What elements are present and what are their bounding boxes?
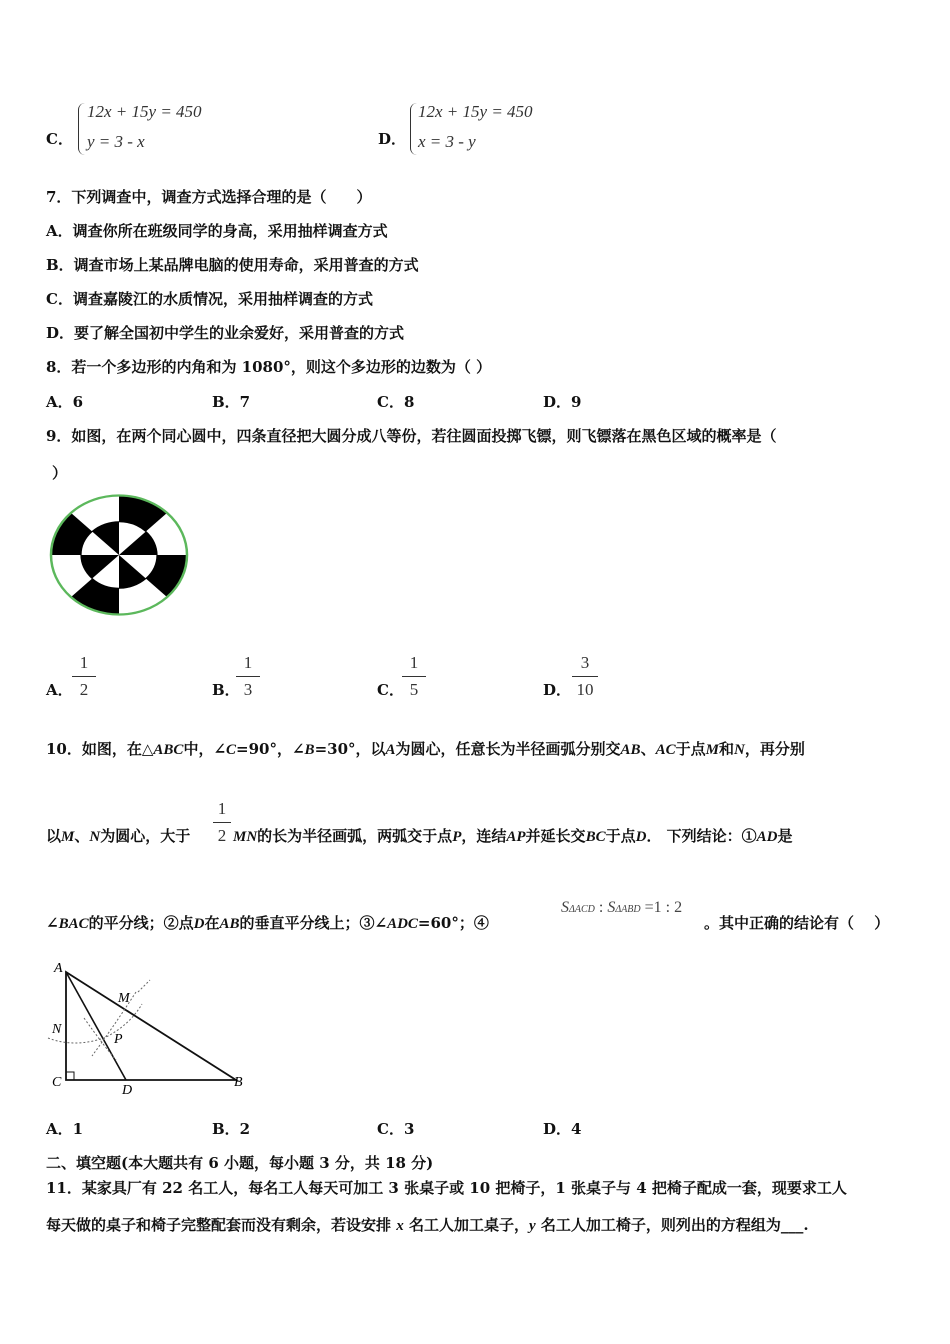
q10-line-1: 10．如图，在△ABC中，∠C=90°，∠B=30°，以A为圆心，任意长为半径画弧分别交AB、AC于点M和N，再分别 bbox=[46, 740, 805, 758]
section-2-heading: 二、填空题(本大题共有 6 小题，每小题 3 分，共 18 分) bbox=[46, 1154, 434, 1172]
q10-line-2-part2: MN的长为半径画弧，两弧交于点P，连结AP并延长交BC于点D． 下列结论：①AD是 bbox=[233, 827, 793, 845]
q10-option-d: D．4 bbox=[543, 1120, 582, 1138]
fig-label-A: A bbox=[54, 961, 63, 976]
fig-label-B: B bbox=[234, 1075, 243, 1090]
q11-answer-blank[interactable]: ___ bbox=[780, 1216, 804, 1234]
q10-line-3-part1: ∠BAC的平分线；②点D在AB的垂直平分线上；③∠ADC=60°；④ bbox=[46, 914, 489, 932]
fig-label-N: N bbox=[52, 1022, 62, 1037]
q7-option-c: C．调查嘉陵江的水质情况，采用抽样调查的方式 bbox=[46, 290, 373, 308]
q9-option-a-label: A． bbox=[46, 681, 73, 699]
q10-option-c: C．3 bbox=[377, 1120, 415, 1138]
q10-line-3-part2: 。其中正确的结论有（ ） bbox=[704, 914, 890, 932]
q8-stem: 8．若一个多边形的内角和为 1080°，则这个多边形的边数为（ ） bbox=[46, 358, 492, 376]
q8-option-b: B．7 bbox=[212, 393, 251, 411]
q11-line-1: 11．某家具厂有 22 名工人，每名工人每天可加工 3 张桌子或 10 把椅子，1 张桌子与 4 把椅子配成一套，现要求工人 bbox=[46, 1179, 847, 1197]
q9-option-a-fraction: 1 2 bbox=[72, 652, 96, 701]
q9-option-d-fraction: 3 10 bbox=[572, 652, 598, 701]
q6-option-d-label: D． bbox=[378, 130, 407, 148]
q7-option-a: A．调查你所在班级同学的身高，采用抽样调查方式 bbox=[46, 222, 388, 240]
q9-stem-end: ） bbox=[52, 464, 68, 482]
q9-option-b-label: B． bbox=[212, 681, 240, 699]
q7-stem: 7．下列调查中，调查方式选择合理的是（ ） bbox=[46, 188, 372, 206]
q9-option-c-fraction: 1 5 bbox=[402, 652, 426, 701]
q6-option-d-eq2: x = 3 - y bbox=[418, 132, 476, 151]
q7-option-b: B．调查市场上某品牌电脑的使用寿命，采用普查的方式 bbox=[46, 256, 419, 274]
q7-option-d: D．要了解全国初中学生的业余爱好，采用普查的方式 bbox=[46, 324, 405, 342]
q6-option-c-eq1: 12x + 15y = 450 bbox=[87, 102, 202, 121]
q6-option-c-eq2: y = 3 - x bbox=[87, 132, 145, 151]
fig-label-C: C bbox=[52, 1075, 62, 1090]
q6-option-c-brace bbox=[78, 103, 85, 155]
q6-option-d-eq1: 12x + 15y = 450 bbox=[418, 102, 533, 121]
q6-option-d-brace bbox=[410, 103, 417, 155]
q9-concentric-circles-figure bbox=[47, 490, 191, 620]
fig-label-P: P bbox=[114, 1032, 123, 1047]
q6-option-c-label: C． bbox=[46, 130, 73, 148]
q9-stem: 9．如图，在两个同心圆中，四条直径把大圆分成八等份，若往圆面投掷飞镖，则飞镖落在黑色区域的概率是（ bbox=[46, 427, 777, 445]
q10-option-b: B．2 bbox=[212, 1120, 251, 1138]
q10-triangle-figure bbox=[44, 956, 254, 1098]
q10-option-a: A．1 bbox=[46, 1120, 84, 1138]
q8-option-c: C．8 bbox=[377, 393, 415, 411]
q9-option-b-fraction: 1 3 bbox=[236, 652, 260, 701]
q11-line-2: 每天做的桌子和椅子完整配套而没有剩余，若设安排 x 名工人加工桌子，y 名工人加工椅子，则列出的方程组为___. bbox=[46, 1216, 809, 1234]
q8-option-d: D．9 bbox=[543, 393, 582, 411]
q10-line-2-part1: 以M、N为圆心，大于 bbox=[46, 827, 191, 845]
q10-half-fraction: 1 2 bbox=[213, 798, 231, 847]
q9-option-c-label: C． bbox=[377, 681, 404, 699]
fig-label-M: M bbox=[118, 991, 130, 1006]
q8-option-a: A．6 bbox=[46, 393, 84, 411]
q10-area-ratio: SΔACD : SΔABD =1 : 2 bbox=[561, 899, 683, 916]
fig-label-D: D bbox=[122, 1083, 133, 1098]
q9-option-d-label: D． bbox=[543, 681, 572, 699]
